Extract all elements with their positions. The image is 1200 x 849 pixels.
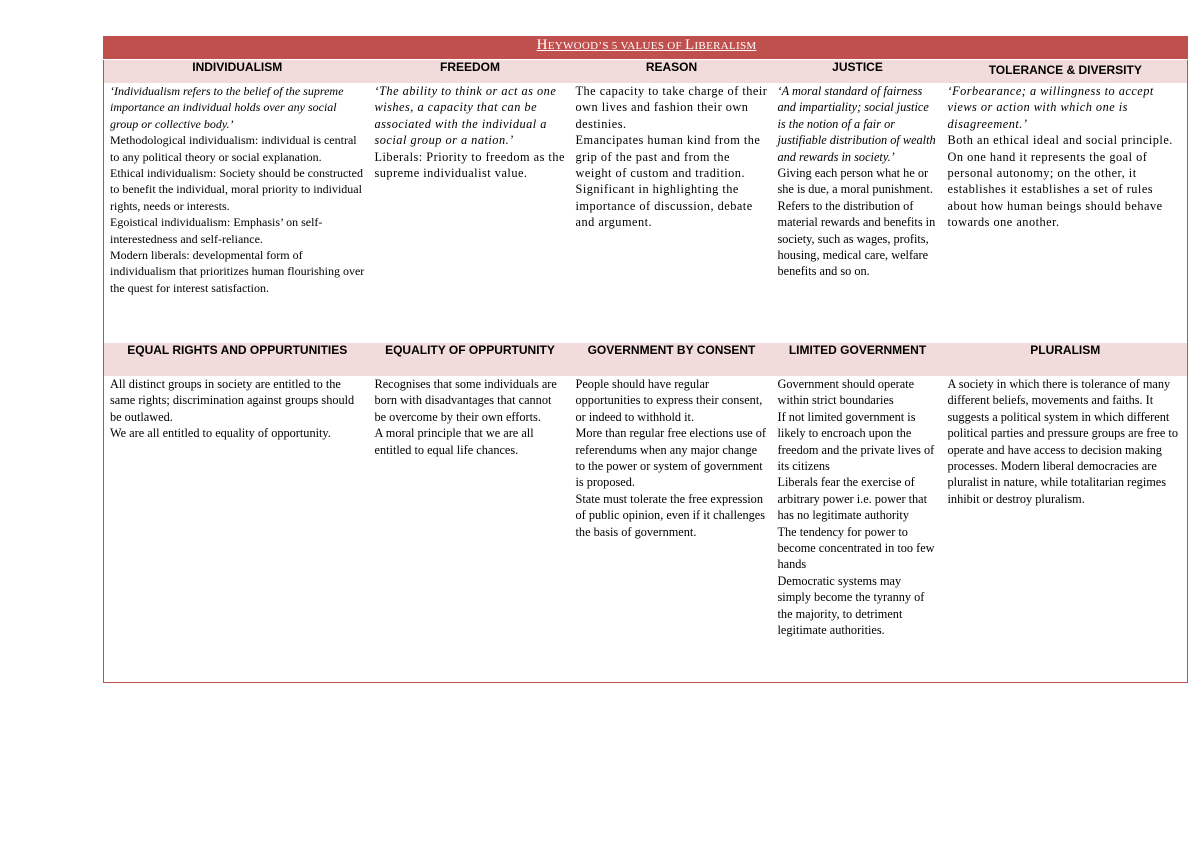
- liberalism-values-table: [103, 36, 1188, 683]
- table-cell: [772, 376, 942, 683]
- cell-paragraph: A society in which there is tolerance of many different beliefs, movements and faiths. It suggests a political system in which different political parties and pressure groups are free to operate and have access to decision making processes. Modern liberal democracies are pluralist in nature, while totalitarian regimes inhibit or destroy pluralism.: [947, 377, 1178, 506]
- cell-paragraph: The tendency for power to become concentrated in too few hands: [777, 524, 935, 572]
- cell-paragraph: Emancipates human kind from the grip of the past and from the weight of custom and tradition.: [575, 133, 761, 181]
- table-cell: [772, 83, 942, 343]
- cell-paragraph: Government should operate within strict boundaries: [777, 377, 915, 408]
- cell-paragraph: People should have regular opportunities to express their consent, or indeed to withhold it.: [575, 377, 763, 424]
- cell-paragraph: If not limited government is likely to encroach upon the freedom and the private lives of its citizens: [777, 409, 935, 474]
- cell-paragraph: ‘A moral standard of fairness and impartiality; social justice is the notion of a fair or justifiable distribution of wealth and rewards in society.’: [777, 84, 936, 164]
- cell-paragraph: Methodological individualism: individual is central to any political theory or social explanation.: [110, 133, 357, 164]
- cell-paragraph: Democratic systems may simply become the tyranny of the majority, to detriment legitimate authorities.: [777, 573, 925, 638]
- cell-paragraph: More than regular free elections use of referendums when any major change to the power or system of government is proposed.: [575, 426, 767, 490]
- cell-paragraph: Giving each person what he or she is due, a moral punishment.: [777, 166, 933, 197]
- column-header: JUSTICE: [772, 60, 942, 84]
- table-cell: [104, 83, 369, 343]
- table-cell: [369, 376, 570, 683]
- table-cell: [104, 376, 369, 683]
- cell-paragraph: Liberals fear the exercise of arbitrary power i.e. power that has no legitimate authority: [777, 475, 928, 523]
- cell-paragraph: We are all entitled to equality of opportunity.: [110, 426, 331, 441]
- table-title: HEYWOOD’S 5 VALUES OF LIBERALISM: [104, 37, 1188, 60]
- cell-paragraph: Ethical individualism: Society should be constructed to benefit the individual, moral priority to individual rights, needs or interests.: [110, 166, 363, 213]
- cell-paragraph: Refers to the distribution of material rewards and benefits in society, such as wages, profits, housing, medical care, welfare benefits and so on.: [777, 198, 936, 279]
- table-cell: [570, 83, 772, 343]
- column-header: INDIVIDUALISM: [104, 60, 369, 84]
- table-cell: [570, 376, 772, 683]
- column-header: PLURALISM: [942, 343, 1188, 376]
- column-header: GOVERNMENT BY CONSENT: [570, 343, 772, 376]
- cell-paragraph: ‘Forbearance; a willingness to accept views or action with which one is disagreement.’: [947, 84, 1154, 131]
- cell-paragraph: Egoistical individualism: Emphasis’ on self-interestedness and self-reliance.: [110, 215, 323, 246]
- cell-paragraph: The capacity to take charge of their own lives and fashion their own destinies.: [575, 84, 768, 131]
- cell-paragraph: Both an ethical ideal and social principle. On one hand it represents the goal of personal autonomy; on the other, it establishes it establishes a set of rules about how human beings should behave towards one another.: [947, 133, 1173, 230]
- table-cell: [942, 83, 1188, 343]
- cell-paragraph: State must tolerate the free expression of public opinion, even if it challenges the basis of government.: [575, 491, 766, 539]
- column-header: LIMITED GOVERNMENT: [772, 343, 942, 376]
- column-header: TOLERANCE & DIVERSITY: [942, 60, 1188, 84]
- cell-paragraph: Significant in highlighting the importance of discussion, debate and argument.: [575, 182, 753, 230]
- cell-paragraph: A moral principle that we are all entitled to equal life chances.: [374, 426, 534, 457]
- content-row-2: [104, 376, 1188, 683]
- column-header: EQUAL RIGHTS AND OPPURTUNITIES: [104, 343, 369, 376]
- column-header: EQUALITY OF OPPURTUNITY: [369, 343, 570, 376]
- table-cell: [369, 83, 570, 343]
- cell-paragraph: ‘The ability to think or act as one wishes, a capacity that can be associated with the individual a social group or a nation.’: [374, 84, 557, 148]
- cell-paragraph: ‘Individualism refers to the belief of the supreme importance an individual holds over any social group or collective body.’: [110, 84, 344, 131]
- content-row-1: [104, 83, 1188, 343]
- column-header: REASON: [570, 60, 772, 84]
- cell-paragraph: Liberals: Priority to freedom as the supreme individualist value.: [374, 149, 565, 181]
- header-row-1: [104, 60, 1188, 84]
- cell-paragraph: Recognises that some individuals are born with disadvantages that cannot be overcome by their own efforts.: [374, 377, 557, 424]
- header-row-2: [104, 343, 1188, 376]
- title-row: [104, 37, 1188, 60]
- cell-paragraph: Modern liberals: developmental form of individualism that prioritizes human flourishing over the quest for interest satisfaction.: [110, 248, 365, 295]
- column-header: FREEDOM: [369, 60, 570, 84]
- table-cell: [942, 376, 1188, 683]
- cell-paragraph: All distinct groups in society are entitled to the same rights; discrimination against groups should be outlawed.: [110, 377, 355, 424]
